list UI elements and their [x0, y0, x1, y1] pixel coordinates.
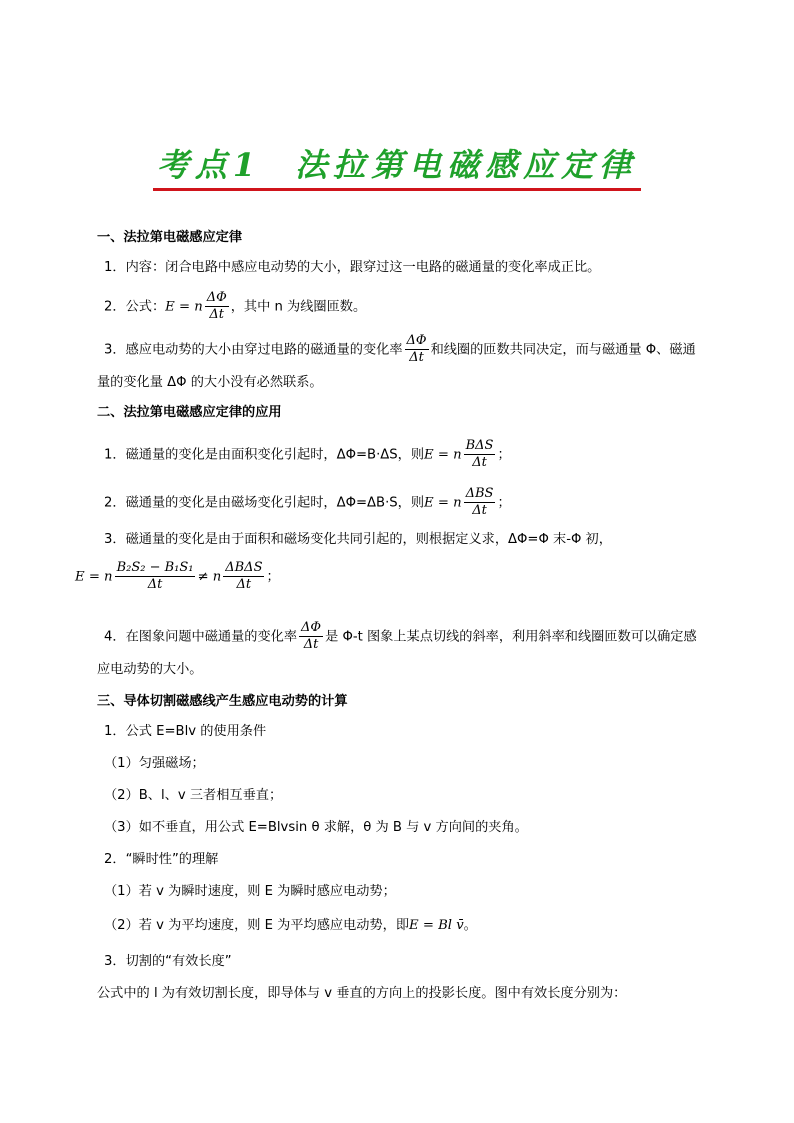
paragraph-content: 1．内容：闭合电路中感应电动势的大小，跟穿过这一电路的磁通量的变化率成正比。: [104, 260, 601, 275]
condition-3: （3）如不垂直，用公式 E=Blvsin θ 求解，θ 为 B 与 v 方向间的夹角。: [104, 820, 528, 835]
fraction: $\frac{\text{B₂S₂ − B₁S₁}}{\Delta t}$: [116, 560, 194, 592]
condition-1: （1）匀强磁场；: [104, 756, 205, 771]
fraction: $\frac{\Delta\Phi}{\Delta t}$: [206, 290, 227, 322]
paragraph-effective-length: 3．切割的“有效长度”: [104, 954, 232, 969]
fraction: $\frac{\text{ΔBΔS}}{\Delta t}$: [225, 560, 263, 592]
fraction: $\frac{\Delta\Phi}{\Delta t}$: [301, 620, 322, 652]
paragraph-field-change: 2．磁通量的变化是由磁场变化引起时，ΔΦ=ΔB·S，则E = n $\frac{\text{ΔBS}}{\Delta t}$ ；: [104, 486, 511, 518]
page-title: [0, 140, 794, 191]
section-heading-1: 一、法拉第电磁感应定律: [97, 230, 243, 245]
paragraph-area-change: 1．磁通量的变化是由面积变化引起时，ΔΦ=B·ΔS，则E = n $\frac{\text{BΔS}}{\Delta t}$ ；: [104, 438, 511, 470]
paragraph-effective-length-desc: 公式中的 l 为有效切割长度，即导体与 v 垂直的方向上的投影长度。图中有效长度分别为：: [97, 986, 627, 1001]
paragraph-factors: 3．感应电动势的大小由穿过电路的磁通量的变化率 $\frac{\Delta\Phi}{\Delta t}$ 和线圈的匝数共同决定，而与磁通量 Φ、磁通: [104, 333, 696, 365]
paragraph-formula: 2．公式：E = n $\frac{\Delta\Phi}{\Delta t}$ ，其中 n 为线圈匝数。: [104, 290, 367, 322]
formula-both-change: E = n $\frac{\text{B₂S₂ − B₁S₁}}{\Delta t}$ ≠ n $\frac{\text{ΔBΔS}}{\Delta t}$ ；: [75, 560, 280, 592]
fraction: $\frac{\text{ΔBS}}{\Delta t}$: [465, 486, 494, 518]
instantaneous-2: （2）若 v 为平均速度，则 E 为平均感应电动势，即E = Bl v̄。: [104, 918, 477, 933]
paragraph-graph-cont: 应电动势的大小。: [97, 662, 203, 677]
condition-2: （2）B、l、v 三者相互垂直；: [104, 788, 283, 803]
instantaneous-1: （1）若 v 为瞬时速度，则 E 为瞬时感应电动势；: [104, 884, 396, 899]
paragraph-instantaneous: 2．“瞬时性”的理解: [104, 852, 219, 867]
fraction: $\frac{\text{BΔS}}{\Delta t}$: [465, 438, 494, 470]
paragraph-factors-cont: 量的变化量 ΔΦ 的大小没有必然联系。: [97, 375, 323, 390]
fraction: $\frac{\Delta\Phi}{\Delta t}$: [406, 333, 427, 365]
section-heading-2: 二、法拉第电磁感应定律的应用: [97, 405, 282, 420]
section-heading-3: 三、导体切割磁感线产生感应电动势的计算: [97, 694, 348, 709]
title-text: 考点1 法拉第电磁感应定律: [153, 140, 641, 191]
paragraph-graph: 4．在图象问题中磁通量的变化率 $\frac{\Delta\Phi}{\Delta t}$ 是 Φ-t 图象上某点切线的斜率，利用斜率和线圈匝数可以确定感: [104, 620, 697, 652]
paragraph-both-change: 3．磁通量的变化是由于面积和磁场变化共同引起的，则根据定义求，ΔΦ=Φ 末-Φ 初，: [104, 532, 612, 547]
paragraph-conditions: 1．公式 E=Blv 的使用条件: [104, 724, 267, 739]
